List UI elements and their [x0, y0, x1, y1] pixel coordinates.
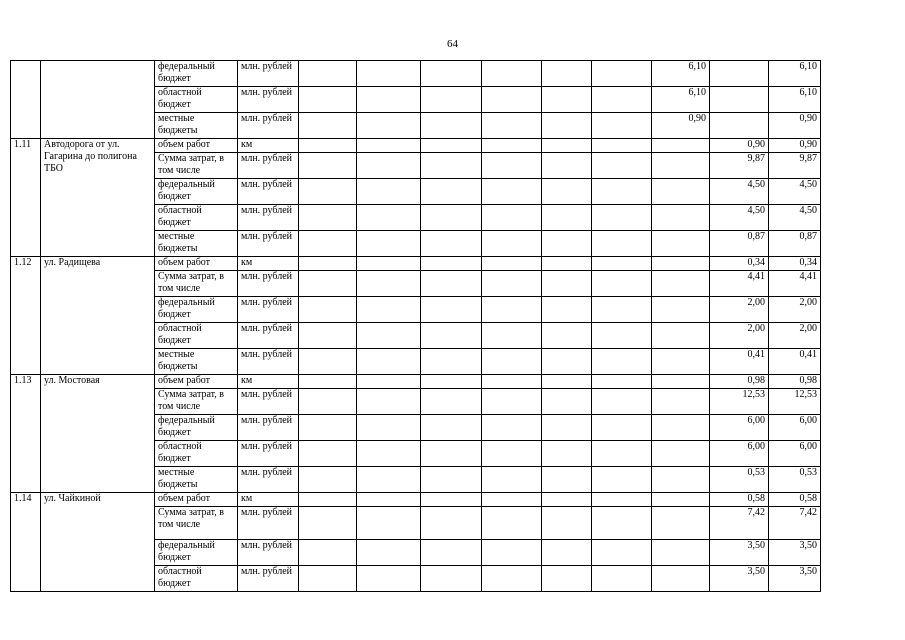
- value-cell: [652, 507, 710, 540]
- total-cell: 4,50: [769, 205, 821, 231]
- empty-cell: [542, 349, 592, 375]
- total-cell: 0,53: [769, 467, 821, 493]
- empty-cell: [299, 507, 357, 540]
- empty-cell: [299, 257, 357, 271]
- total-cell: 0,90: [769, 113, 821, 139]
- empty-cell: [421, 61, 482, 87]
- cost-type: Сумма затрат, в том числе: [155, 153, 238, 179]
- cost-type: местные бюджеты: [155, 113, 238, 139]
- empty-cell: [357, 271, 421, 297]
- empty-cell: [357, 467, 421, 493]
- value-cell: [652, 257, 710, 271]
- empty-cell: [592, 113, 652, 139]
- unit: млн. рублей: [238, 271, 299, 297]
- empty-cell: [357, 205, 421, 231]
- value-cell: 6,10: [652, 61, 710, 87]
- value-cell: 4,50: [710, 179, 769, 205]
- item-code: 1.13: [11, 375, 41, 493]
- cost-type: объем работ: [155, 257, 238, 271]
- empty-cell: [482, 179, 542, 205]
- cost-type: федеральный бюджет: [155, 179, 238, 205]
- table-body: [11, 61, 877, 592]
- total-cell: 0,34: [769, 257, 821, 271]
- cost-type: местные бюджеты: [155, 467, 238, 493]
- empty-cell: [421, 540, 482, 566]
- value-cell: [652, 415, 710, 441]
- empty-cell: [592, 297, 652, 323]
- empty-cell: [421, 389, 482, 415]
- empty-cell: [542, 257, 592, 271]
- empty-cell: [299, 467, 357, 493]
- empty-cell: [542, 297, 592, 323]
- empty-cell: [482, 231, 542, 257]
- item-name: Автодорога от ул. Гагарина до полигона ТБО: [41, 139, 155, 257]
- empty-cell: [542, 271, 592, 297]
- empty-cell: [421, 139, 482, 153]
- value-cell: 2,00: [710, 297, 769, 323]
- unit: млн. рублей: [238, 179, 299, 205]
- item-name: ул. Радищева: [41, 257, 155, 375]
- cost-type: объем работ: [155, 375, 238, 389]
- empty-cell: [482, 205, 542, 231]
- empty-cell: [299, 441, 357, 467]
- empty-cell: [421, 493, 482, 507]
- empty-cell: [299, 389, 357, 415]
- total-cell: 0,90: [769, 139, 821, 153]
- empty-cell: [299, 139, 357, 153]
- cost-type: местные бюджеты: [155, 349, 238, 375]
- value-cell: [652, 493, 710, 507]
- total-cell: 0,87: [769, 231, 821, 257]
- empty-cell: [592, 231, 652, 257]
- item-code: 1.12: [11, 257, 41, 375]
- unit: млн. рублей: [238, 540, 299, 566]
- empty-cell: [482, 139, 542, 153]
- empty-cell: [421, 113, 482, 139]
- item-name: ул. Мостовая: [41, 375, 155, 493]
- empty-cell: [357, 297, 421, 323]
- empty-cell: [482, 540, 542, 566]
- empty-cell: [542, 323, 592, 349]
- empty-cell: [542, 205, 592, 231]
- empty-cell: [542, 540, 592, 566]
- total-cell: 9,87: [769, 153, 821, 179]
- empty-cell: [592, 271, 652, 297]
- empty-cell: [592, 566, 652, 592]
- empty-cell: [482, 271, 542, 297]
- unit: км: [238, 493, 299, 507]
- empty-cell: [482, 415, 542, 441]
- value-cell: 12,53: [710, 389, 769, 415]
- empty-cell: [421, 297, 482, 323]
- empty-cell: [542, 507, 592, 540]
- empty-cell: [542, 493, 592, 507]
- value-cell: 4,41: [710, 271, 769, 297]
- empty-cell: [299, 349, 357, 375]
- unit: млн. рублей: [238, 467, 299, 493]
- value-cell: [652, 271, 710, 297]
- unit: млн. рублей: [238, 87, 299, 113]
- item-code: 1.14: [11, 493, 41, 592]
- empty-cell: [357, 139, 421, 153]
- empty-cell: [592, 205, 652, 231]
- empty-cell: [299, 375, 357, 389]
- value-cell: 2,00: [710, 323, 769, 349]
- item-name: [41, 61, 155, 139]
- value-cell: [652, 540, 710, 566]
- empty-cell: [592, 139, 652, 153]
- empty-cell: [482, 389, 542, 415]
- value-cell: [652, 153, 710, 179]
- empty-cell: [592, 540, 652, 566]
- total-cell: 3,50: [769, 540, 821, 566]
- total-cell: 4,50: [769, 179, 821, 205]
- total-cell: 6,00: [769, 415, 821, 441]
- empty-cell: [542, 87, 592, 113]
- empty-cell: [421, 349, 482, 375]
- page-number: 64: [447, 38, 458, 50]
- value-cell: 3,50: [710, 540, 769, 566]
- empty-cell: [592, 415, 652, 441]
- unit: млн. рублей: [238, 61, 299, 87]
- total-cell: 4,41: [769, 271, 821, 297]
- empty-cell: [357, 231, 421, 257]
- value-cell: [652, 323, 710, 349]
- empty-cell: [299, 179, 357, 205]
- empty-cell: [542, 231, 592, 257]
- empty-cell: [592, 375, 652, 389]
- empty-cell: [299, 113, 357, 139]
- item-code: 1.11: [11, 139, 41, 257]
- total-cell: 6,10: [769, 61, 821, 87]
- item-name: ул. Чайкиной: [41, 493, 155, 592]
- empty-cell: [542, 61, 592, 87]
- empty-cell: [299, 566, 357, 592]
- empty-cell: [357, 153, 421, 179]
- empty-cell: [592, 349, 652, 375]
- empty-cell: [357, 389, 421, 415]
- empty-cell: [421, 566, 482, 592]
- value-cell: [652, 566, 710, 592]
- value-cell: 9,87: [710, 153, 769, 179]
- value-cell: [652, 467, 710, 493]
- value-cell: [652, 297, 710, 323]
- empty-cell: [299, 493, 357, 507]
- table-row: [11, 493, 877, 507]
- cost-type: областной бюджет: [155, 87, 238, 113]
- unit: км: [238, 139, 299, 153]
- total-cell: 6,00: [769, 441, 821, 467]
- empty-cell: [357, 349, 421, 375]
- empty-cell: [592, 493, 652, 507]
- empty-cell: [421, 179, 482, 205]
- empty-cell: [482, 87, 542, 113]
- empty-cell: [421, 507, 482, 540]
- value-cell: [710, 87, 769, 113]
- empty-cell: [542, 139, 592, 153]
- empty-cell: [357, 493, 421, 507]
- empty-cell: [542, 113, 592, 139]
- unit: км: [238, 257, 299, 271]
- empty-cell: [592, 389, 652, 415]
- empty-cell: [542, 467, 592, 493]
- cost-type: объем работ: [155, 493, 238, 507]
- value-cell: 0,90: [710, 139, 769, 153]
- empty-cell: [542, 441, 592, 467]
- cost-type: областной бюджет: [155, 323, 238, 349]
- unit: млн. рублей: [238, 507, 299, 540]
- table-row: [11, 375, 877, 389]
- cost-type: Сумма затрат, в том числе: [155, 271, 238, 297]
- value-cell: [652, 349, 710, 375]
- total-cell: 2,00: [769, 323, 821, 349]
- empty-cell: [482, 113, 542, 139]
- empty-cell: [592, 323, 652, 349]
- empty-cell: [357, 61, 421, 87]
- empty-cell: [482, 467, 542, 493]
- table-row: [11, 257, 877, 271]
- table-row: [11, 61, 877, 87]
- empty-cell: [542, 153, 592, 179]
- empty-cell: [592, 507, 652, 540]
- unit: млн. рублей: [238, 153, 299, 179]
- empty-cell: [357, 87, 421, 113]
- unit: млн. рублей: [238, 113, 299, 139]
- empty-cell: [482, 375, 542, 389]
- cost-type: Сумма затрат, в том числе: [155, 507, 238, 540]
- total-cell: 0,41: [769, 349, 821, 375]
- empty-cell: [357, 375, 421, 389]
- cost-type: федеральный бюджет: [155, 61, 238, 87]
- empty-cell: [357, 257, 421, 271]
- value-cell: 0,34: [710, 257, 769, 271]
- empty-cell: [592, 257, 652, 271]
- cost-type: объем работ: [155, 139, 238, 153]
- unit: млн. рублей: [238, 297, 299, 323]
- empty-cell: [357, 323, 421, 349]
- unit: млн. рублей: [238, 323, 299, 349]
- total-cell: 0,58: [769, 493, 821, 507]
- empty-cell: [299, 540, 357, 566]
- value-cell: [652, 179, 710, 205]
- empty-cell: [357, 415, 421, 441]
- total-cell: 7,42: [769, 507, 821, 540]
- table-row: [11, 139, 877, 153]
- empty-cell: [299, 205, 357, 231]
- empty-cell: [542, 415, 592, 441]
- empty-cell: [299, 323, 357, 349]
- empty-cell: [357, 507, 421, 540]
- item-code: [11, 61, 41, 139]
- empty-cell: [482, 566, 542, 592]
- value-cell: 0,53: [710, 467, 769, 493]
- empty-cell: [357, 540, 421, 566]
- unit: млн. рублей: [238, 415, 299, 441]
- total-cell: 0,98: [769, 375, 821, 389]
- empty-cell: [592, 467, 652, 493]
- value-cell: 0,90: [652, 113, 710, 139]
- value-cell: [710, 113, 769, 139]
- unit: млн. рублей: [238, 566, 299, 592]
- empty-cell: [421, 271, 482, 297]
- value-cell: [652, 389, 710, 415]
- value-cell: [652, 231, 710, 257]
- empty-cell: [299, 87, 357, 113]
- empty-cell: [421, 87, 482, 113]
- cost-type: Сумма затрат, в том числе: [155, 389, 238, 415]
- unit: млн. рублей: [238, 231, 299, 257]
- empty-cell: [357, 441, 421, 467]
- cost-type: федеральный бюджет: [155, 540, 238, 566]
- empty-cell: [421, 415, 482, 441]
- empty-cell: [299, 415, 357, 441]
- unit: млн. рублей: [238, 441, 299, 467]
- empty-cell: [592, 153, 652, 179]
- empty-cell: [421, 375, 482, 389]
- value-cell: 0,41: [710, 349, 769, 375]
- empty-cell: [482, 507, 542, 540]
- unit: км: [238, 375, 299, 389]
- total-cell: 6,10: [769, 87, 821, 113]
- empty-cell: [421, 205, 482, 231]
- empty-cell: [299, 271, 357, 297]
- empty-cell: [482, 323, 542, 349]
- empty-cell: [421, 153, 482, 179]
- empty-cell: [482, 441, 542, 467]
- total-cell: 3,50: [769, 566, 821, 592]
- total-cell: 12,53: [769, 389, 821, 415]
- value-cell: [710, 61, 769, 87]
- cost-type: областной бюджет: [155, 205, 238, 231]
- budget-table: [10, 60, 877, 592]
- unit: млн. рублей: [238, 349, 299, 375]
- empty-cell: [542, 375, 592, 389]
- empty-cell: [542, 179, 592, 205]
- empty-cell: [421, 231, 482, 257]
- value-cell: 0,98: [710, 375, 769, 389]
- cost-type: областной бюджет: [155, 566, 238, 592]
- empty-cell: [299, 297, 357, 323]
- empty-cell: [299, 231, 357, 257]
- empty-cell: [592, 441, 652, 467]
- value-cell: 0,87: [710, 231, 769, 257]
- value-cell: [652, 441, 710, 467]
- empty-cell: [421, 257, 482, 271]
- value-cell: [652, 205, 710, 231]
- empty-cell: [357, 566, 421, 592]
- unit: млн. рублей: [238, 389, 299, 415]
- cost-type: областной бюджет: [155, 441, 238, 467]
- empty-cell: [592, 61, 652, 87]
- total-cell: 2,00: [769, 297, 821, 323]
- value-cell: [652, 375, 710, 389]
- empty-cell: [299, 61, 357, 87]
- empty-cell: [421, 467, 482, 493]
- value-cell: 6,00: [710, 441, 769, 467]
- empty-cell: [482, 493, 542, 507]
- cost-type: местные бюджеты: [155, 231, 238, 257]
- empty-cell: [482, 349, 542, 375]
- value-cell: 6,00: [710, 415, 769, 441]
- empty-cell: [357, 113, 421, 139]
- empty-cell: [592, 179, 652, 205]
- empty-cell: [482, 257, 542, 271]
- empty-cell: [592, 87, 652, 113]
- value-cell: 6,10: [652, 87, 710, 113]
- value-cell: 3,50: [710, 566, 769, 592]
- empty-cell: [482, 61, 542, 87]
- empty-cell: [542, 566, 592, 592]
- value-cell: 0,58: [710, 493, 769, 507]
- cost-type: федеральный бюджет: [155, 415, 238, 441]
- empty-cell: [482, 153, 542, 179]
- empty-cell: [482, 297, 542, 323]
- empty-cell: [357, 179, 421, 205]
- empty-cell: [542, 389, 592, 415]
- value-cell: 7,42: [710, 507, 769, 540]
- unit: млн. рублей: [238, 205, 299, 231]
- cost-type: федеральный бюджет: [155, 297, 238, 323]
- value-cell: [652, 139, 710, 153]
- value-cell: 4,50: [710, 205, 769, 231]
- empty-cell: [421, 441, 482, 467]
- empty-cell: [299, 153, 357, 179]
- empty-cell: [421, 323, 482, 349]
